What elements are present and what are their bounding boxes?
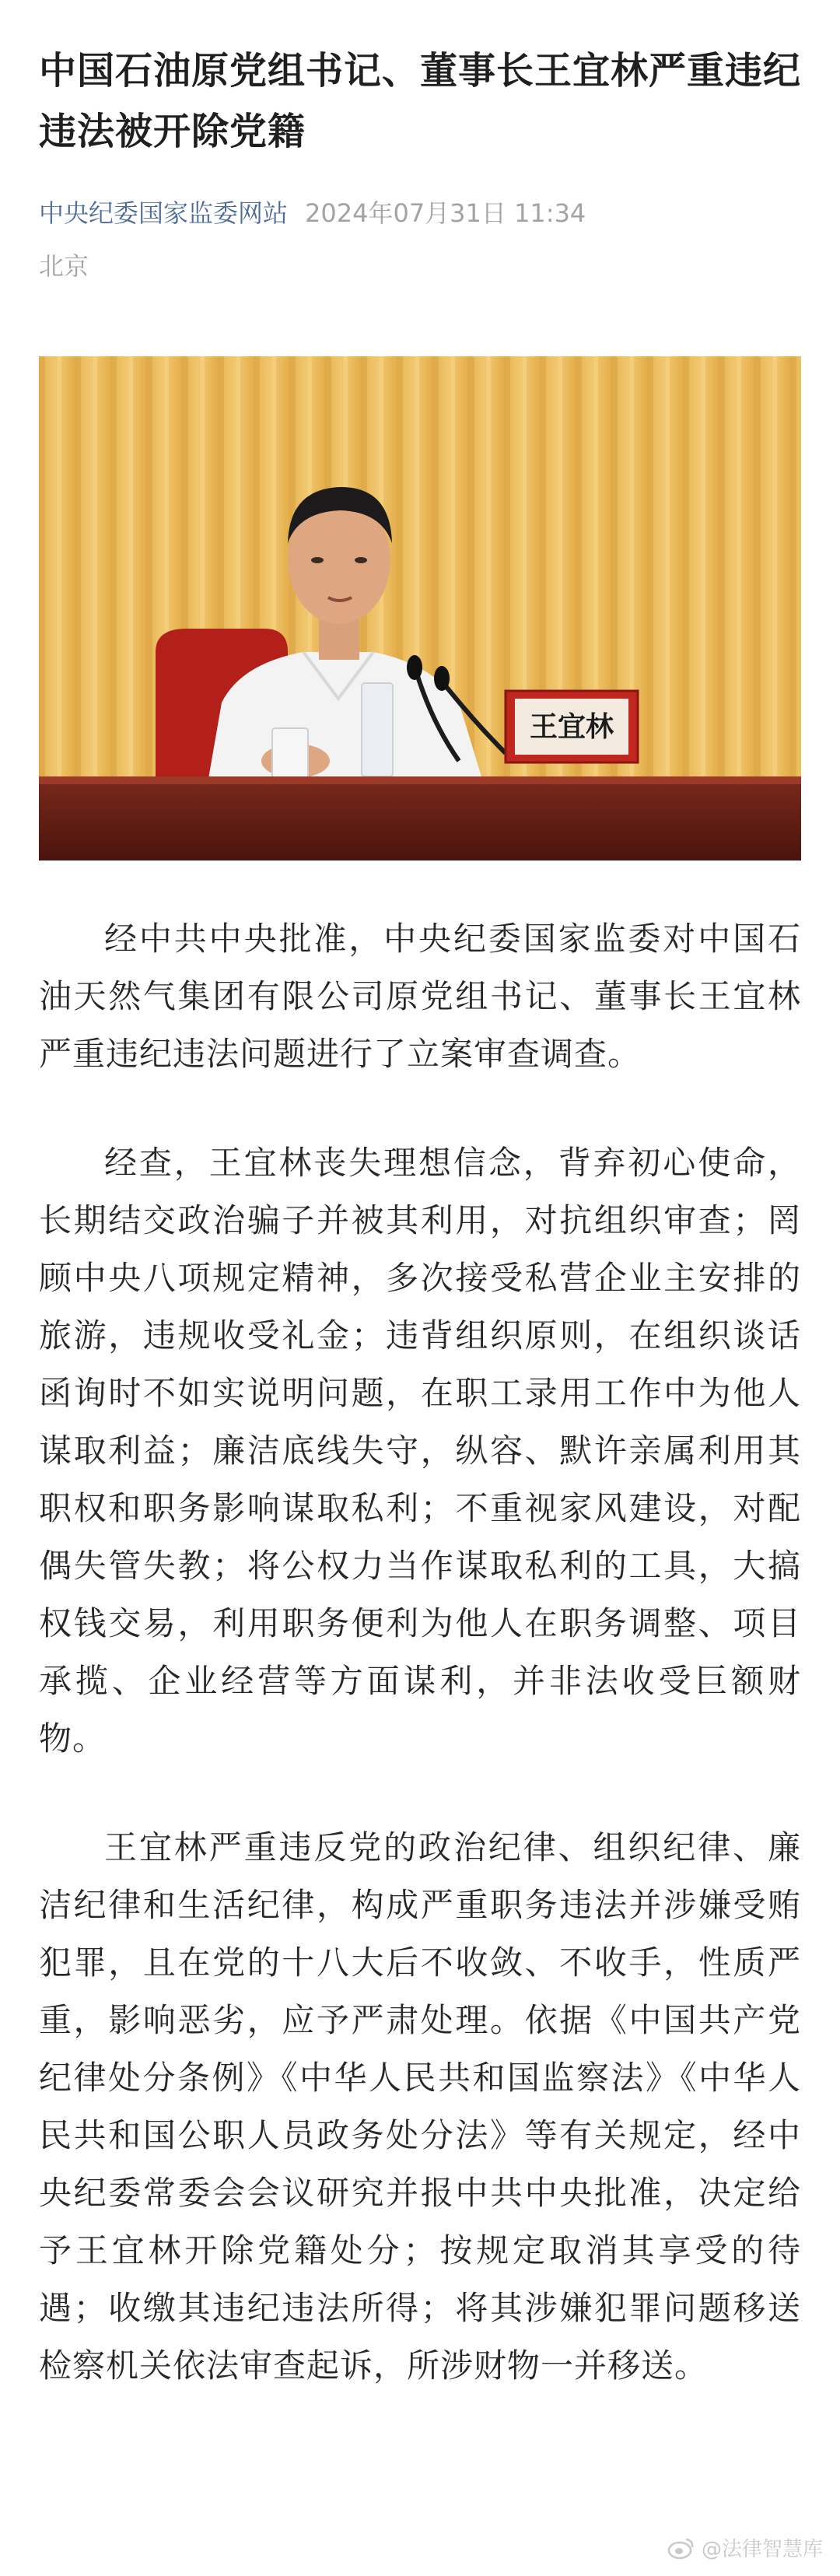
watermark (667, 2533, 823, 2562)
watermark-text: @法律智慧库 (701, 2538, 823, 2561)
article-body (39, 910, 801, 2446)
article-photo (39, 356, 801, 860)
paragraph-3: 王宜林严重违反党的政治纪律、组织纪律、廉洁纪律和生活纪律，构成严重职务违法并涉嫌受贿犯罪，且在党的十八大后不收敛、不收手，性质严重，影响恶劣，应予严肃处理。依据《中国共产党纪律处分条例》《中华人民共和国监察法》《中华人民共和国公职人员政务处分法》等有关规定，经中央纪委常委会会议研究并报中共中央批准，决定给予王宜林开除党籍处分；按规定取消其享受的待遇；收缴其违纪违法所得；将其涉嫌犯罪问题移送检察机关依法审查起诉，所涉财物一并移送。 (39, 1828, 801, 2385)
paragraph-2: 经查，王宜林丧失理想信念，背弃初心使命，长期结交政治骗子并被其利用，对抗组织审查；罔顾中央八项规定精神，多次接受私营企业主安排的旅游，违规收受礼金；违背组织原则，在组织谈话函询时不如实说明问题，在职工录用工作中为他人谋取利益；廉洁底线失守，纵容、默许亲属利用其职权和职务影响谋取私利；不重视家风建设，对配偶失管失教；将公权力当作谋取私利的工具，大搞权钱交易，利用职务便利为他人在职务调整、项目承揽、企业经营等方面谋利，并非法收受巨额财物。 (39, 1144, 801, 1758)
source-link[interactable]: 中央纪委国家监委网站 (39, 198, 289, 228)
article-meta (39, 187, 801, 293)
publish-datetime: 2024年07月31日 11:34 (305, 198, 586, 228)
photo-illustration (39, 356, 801, 860)
paragraph-1: 经中共中央批准，中央纪委国家监委对中国石油天然气集团有限公司原党组书记、董事长王宜林严重违纪违法问题进行了立案审查调查。 (39, 920, 801, 1073)
publish-location: 北京 (39, 251, 89, 281)
article-title: 中国石油原党组书记、董事长王宜林严重违纪违法被开除党籍 (39, 49, 802, 153)
weibo-icon (667, 2536, 695, 2560)
nameplate-text: 王宜林 (529, 710, 614, 743)
